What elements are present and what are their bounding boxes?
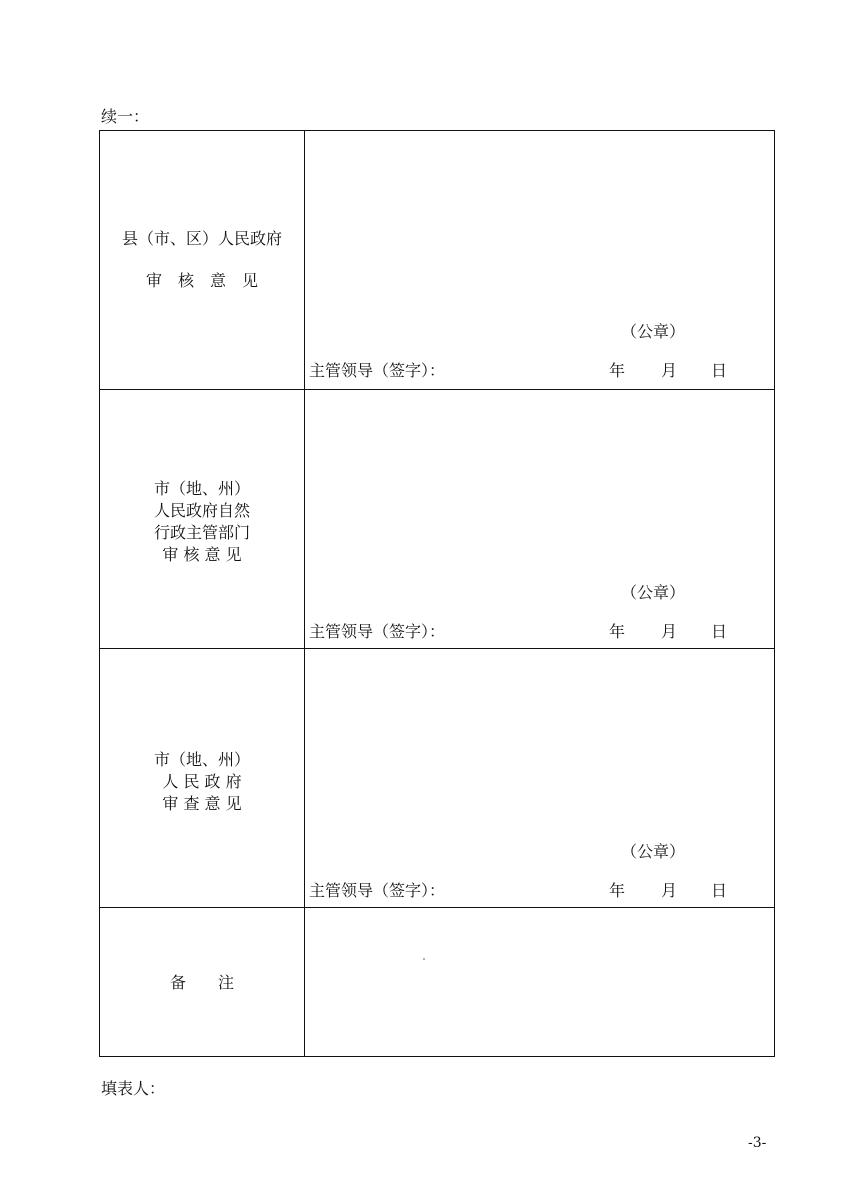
signer-label: 主管领导（签字）： <box>309 881 446 900</box>
page-number: -3- <box>748 1135 767 1151</box>
form-row-county-review <box>100 131 774 389</box>
signer-label: 主管领导（签字）： <box>309 361 446 380</box>
remarks-field[interactable] <box>305 908 774 1056</box>
opinion-field[interactable] <box>305 131 774 389</box>
row-label-line: 审 查 意 见 <box>162 794 242 813</box>
row-label-line: 审 核 意 见 <box>162 545 242 564</box>
form-row-remarks <box>100 907 774 1056</box>
row-label-line: 行政主管部门 <box>153 523 250 542</box>
date-day-label: 日 <box>711 881 728 900</box>
row-label-line: 市（地、州） <box>153 479 250 498</box>
row-label-cell <box>100 649 305 907</box>
row-label-line: 备 注 <box>169 973 234 992</box>
date-year-label: 年 <box>609 881 626 900</box>
scan-speck <box>423 958 425 960</box>
row-label-cell <box>100 131 305 389</box>
form-filler-label: 填表人： <box>101 1079 166 1098</box>
official-seal-label: （公章） <box>621 842 686 861</box>
row-label-line: 人 民 政 府 <box>162 772 242 791</box>
row-label-line: 人民政府自然 <box>153 501 250 520</box>
date-month-label: 月 <box>661 622 678 641</box>
date-month-label: 月 <box>661 361 678 380</box>
row-label-line: 市（地、州） <box>153 750 250 769</box>
official-seal-label: （公章） <box>621 583 686 602</box>
row-label-cell <box>100 390 305 648</box>
continuation-label: 续一： <box>101 107 150 126</box>
signer-label: 主管领导（签字）： <box>309 622 446 641</box>
row-label-line: 县（市、区）人民政府 <box>121 229 282 248</box>
opinion-field[interactable] <box>305 390 774 648</box>
review-form-table <box>99 130 775 1057</box>
date-year-label: 年 <box>609 361 626 380</box>
row-label-cell <box>100 908 305 1056</box>
row-label-line: 审 核 意 见 <box>145 271 258 290</box>
date-month-label: 月 <box>661 881 678 900</box>
official-seal-label: （公章） <box>621 322 686 341</box>
date-day-label: 日 <box>711 622 728 641</box>
form-row-city-government-review <box>100 648 774 907</box>
form-row-city-natural-resources-review <box>100 389 774 648</box>
date-day-label: 日 <box>711 361 728 380</box>
date-year-label: 年 <box>609 622 626 641</box>
opinion-field[interactable] <box>305 649 774 907</box>
